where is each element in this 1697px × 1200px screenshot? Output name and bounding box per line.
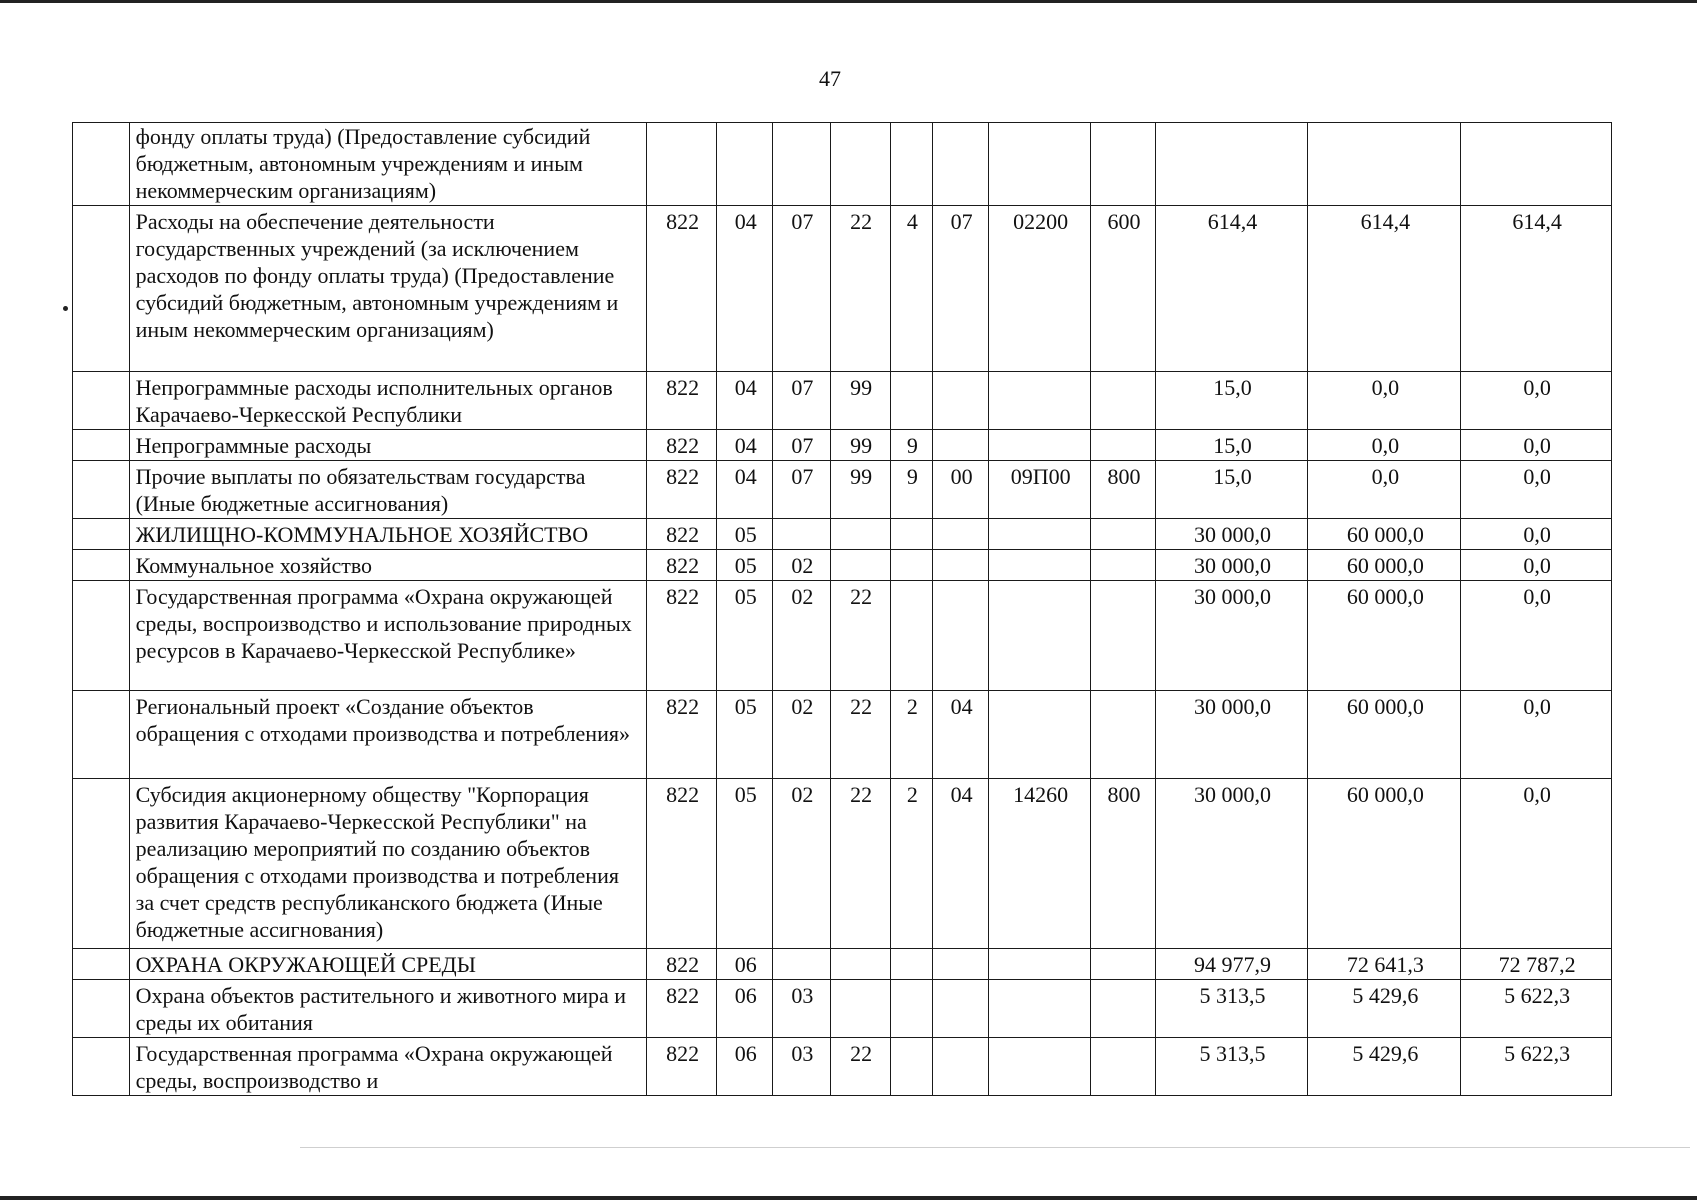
amount-cell-year-3: 5 622,3 bbox=[1461, 980, 1612, 1038]
code-cell-3: 02 bbox=[773, 550, 831, 581]
amount-cell-year-2: 5 429,6 bbox=[1308, 1038, 1461, 1096]
code-cell-6: 04 bbox=[933, 691, 989, 779]
item-name-cell: Государственная программа «Охрана окружающей среды, воспроизводство и использование природных ресурсов в Карачаево-Черкесской Республике» bbox=[129, 581, 646, 691]
item-name-cell: Коммунальное хозяйство bbox=[129, 550, 646, 581]
code-cell-5 bbox=[890, 519, 933, 550]
row-number-cell bbox=[73, 519, 130, 550]
code-cell-1: 822 bbox=[646, 550, 717, 581]
code-cell-2: 04 bbox=[717, 461, 773, 519]
amount-cell-year-3: 72 787,2 bbox=[1461, 949, 1612, 980]
code-cell-2: 05 bbox=[717, 550, 773, 581]
code-cell-6 bbox=[933, 372, 989, 430]
code-cell-6: 00 bbox=[933, 461, 989, 519]
row-number-cell bbox=[73, 980, 130, 1038]
table-row bbox=[73, 123, 1612, 206]
amount-cell-year-2: 5 429,6 bbox=[1308, 980, 1461, 1038]
code-cell-3: 02 bbox=[773, 779, 831, 949]
amount-cell-year-3: 0,0 bbox=[1461, 691, 1612, 779]
code-cell-7 bbox=[988, 372, 1091, 430]
code-cell-3: 07 bbox=[773, 206, 831, 372]
code-cell-8: 800 bbox=[1091, 461, 1155, 519]
margin-dot bbox=[63, 306, 68, 311]
code-cell-6 bbox=[933, 123, 989, 206]
code-cell-1: 822 bbox=[646, 779, 717, 949]
code-cell-2: 04 bbox=[717, 430, 773, 461]
code-cell-8 bbox=[1091, 372, 1155, 430]
table-row bbox=[73, 691, 1612, 779]
code-cell-3: 07 bbox=[773, 461, 831, 519]
code-cell-2: 06 bbox=[717, 949, 773, 980]
row-number-cell bbox=[73, 949, 130, 980]
page-number: 47 bbox=[819, 66, 841, 91]
code-cell-5 bbox=[890, 372, 933, 430]
code-cell-2: 05 bbox=[717, 691, 773, 779]
table-row bbox=[73, 206, 1612, 372]
code-cell-4: 22 bbox=[830, 779, 890, 949]
amount-cell-year-2: 60 000,0 bbox=[1308, 581, 1461, 691]
code-cell-5 bbox=[890, 1038, 933, 1096]
code-cell-6 bbox=[933, 949, 989, 980]
code-cell-3: 03 bbox=[773, 980, 831, 1038]
table-row bbox=[73, 519, 1612, 550]
code-cell-5 bbox=[890, 980, 933, 1038]
code-cell-4 bbox=[830, 980, 890, 1038]
code-cell-4: 22 bbox=[830, 206, 890, 372]
code-cell-7 bbox=[988, 980, 1091, 1038]
code-cell-3: 03 bbox=[773, 1038, 831, 1096]
row-number-cell bbox=[73, 779, 130, 949]
code-cell-5 bbox=[890, 123, 933, 206]
amount-cell-year-3: 0,0 bbox=[1461, 461, 1612, 519]
code-cell-1: 822 bbox=[646, 519, 717, 550]
code-cell-2 bbox=[717, 123, 773, 206]
amount-cell-year-3: 0,0 bbox=[1461, 550, 1612, 581]
item-name-cell: Расходы на обеспечение деятельности государственных учреждений (за исключением расходов по фонду оплаты труда) (Предоставление субсидий бюджетным, автономным учреждениям и иным некоммерческим организациям) bbox=[129, 206, 646, 372]
item-name-cell: Прочие выплаты по обязательствам государства (Иные бюджетные ассигнования) bbox=[129, 461, 646, 519]
table-row bbox=[73, 461, 1612, 519]
code-cell-2: 05 bbox=[717, 779, 773, 949]
code-cell-1: 822 bbox=[646, 980, 717, 1038]
code-cell-1: 822 bbox=[646, 206, 717, 372]
code-cell-1: 822 bbox=[646, 691, 717, 779]
code-cell-8 bbox=[1091, 123, 1155, 206]
code-cell-7 bbox=[988, 691, 1091, 779]
amount-cell-year-2: 60 000,0 bbox=[1308, 779, 1461, 949]
code-cell-4: 22 bbox=[830, 581, 890, 691]
amount-cell-year-1: 614,4 bbox=[1155, 206, 1308, 372]
amount-cell-year-3 bbox=[1461, 123, 1612, 206]
budget-table bbox=[72, 122, 1612, 1096]
item-name-cell: Субсидия акционерному обществу "Корпорация развития Карачаево-Черкесской Республики" на реализацию мероприятий по созданию объектов обращения с отходами производства и потребления за счет средств республиканского бюджета (Иные бюджетные ассигнования) bbox=[129, 779, 646, 949]
code-cell-6 bbox=[933, 550, 989, 581]
code-cell-1: 822 bbox=[646, 430, 717, 461]
item-name-cell: Государственная программа «Охрана окружающей среды, воспроизводство и bbox=[129, 1038, 646, 1096]
table-row bbox=[73, 581, 1612, 691]
code-cell-8: 800 bbox=[1091, 779, 1155, 949]
row-number-cell bbox=[73, 206, 130, 372]
code-cell-4 bbox=[830, 519, 890, 550]
code-cell-5: 4 bbox=[890, 206, 933, 372]
item-name-cell: Непрограммные расходы исполнительных органов Карачаево-Черкесской Республики bbox=[129, 372, 646, 430]
row-number-cell bbox=[73, 461, 130, 519]
code-cell-7 bbox=[988, 949, 1091, 980]
code-cell-6 bbox=[933, 1038, 989, 1096]
amount-cell-year-1: 30 000,0 bbox=[1155, 519, 1308, 550]
code-cell-7: 02200 bbox=[988, 206, 1091, 372]
top-border-line bbox=[0, 0, 1697, 3]
scan-artifact-line bbox=[300, 1147, 1690, 1148]
item-name-cell: ЖИЛИЩНО-КОММУНАЛЬНОЕ ХОЗЯЙСТВО bbox=[129, 519, 646, 550]
amount-cell-year-1: 30 000,0 bbox=[1155, 779, 1308, 949]
code-cell-5 bbox=[890, 949, 933, 980]
code-cell-7: 09П00 bbox=[988, 461, 1091, 519]
code-cell-3 bbox=[773, 123, 831, 206]
amount-cell-year-2 bbox=[1308, 123, 1461, 206]
table-row bbox=[73, 779, 1612, 949]
code-cell-5 bbox=[890, 581, 933, 691]
code-cell-7 bbox=[988, 430, 1091, 461]
amount-cell-year-2: 60 000,0 bbox=[1308, 519, 1461, 550]
code-cell-2: 04 bbox=[717, 206, 773, 372]
amount-cell-year-1: 15,0 bbox=[1155, 461, 1308, 519]
code-cell-3: 02 bbox=[773, 691, 831, 779]
code-cell-1 bbox=[646, 123, 717, 206]
code-cell-4: 99 bbox=[830, 461, 890, 519]
code-cell-8 bbox=[1091, 949, 1155, 980]
code-cell-1: 822 bbox=[646, 372, 717, 430]
code-cell-6 bbox=[933, 581, 989, 691]
amount-cell-year-1: 15,0 bbox=[1155, 430, 1308, 461]
code-cell-7 bbox=[988, 550, 1091, 581]
code-cell-5: 9 bbox=[890, 461, 933, 519]
code-cell-6 bbox=[933, 519, 989, 550]
item-name-cell: Непрограммные расходы bbox=[129, 430, 646, 461]
code-cell-6 bbox=[933, 430, 989, 461]
code-cell-3: 07 bbox=[773, 430, 831, 461]
row-number-cell bbox=[73, 123, 130, 206]
code-cell-4 bbox=[830, 949, 890, 980]
amount-cell-year-2: 72 641,3 bbox=[1308, 949, 1461, 980]
row-number-cell bbox=[73, 430, 130, 461]
amount-cell-year-1: 15,0 bbox=[1155, 372, 1308, 430]
amount-cell-year-1: 94 977,9 bbox=[1155, 949, 1308, 980]
amount-cell-year-3: 0,0 bbox=[1461, 779, 1612, 949]
item-name-cell: Охрана объектов растительного и животного мира и среды их обитания bbox=[129, 980, 646, 1038]
table-row bbox=[73, 372, 1612, 430]
amount-cell-year-3: 0,0 bbox=[1461, 581, 1612, 691]
code-cell-5 bbox=[890, 550, 933, 581]
amount-cell-year-1: 30 000,0 bbox=[1155, 581, 1308, 691]
code-cell-2: 04 bbox=[717, 372, 773, 430]
code-cell-3 bbox=[773, 519, 831, 550]
code-cell-6 bbox=[933, 980, 989, 1038]
row-number-cell bbox=[73, 581, 130, 691]
amount-cell-year-2: 614,4 bbox=[1308, 206, 1461, 372]
table-row bbox=[73, 430, 1612, 461]
amount-cell-year-3: 0,0 bbox=[1461, 430, 1612, 461]
code-cell-8 bbox=[1091, 519, 1155, 550]
code-cell-8 bbox=[1091, 430, 1155, 461]
amount-cell-year-1: 30 000,0 bbox=[1155, 691, 1308, 779]
code-cell-1: 822 bbox=[646, 1038, 717, 1096]
code-cell-2: 05 bbox=[717, 519, 773, 550]
row-number-cell bbox=[73, 550, 130, 581]
code-cell-4: 99 bbox=[830, 430, 890, 461]
row-number-cell bbox=[73, 691, 130, 779]
amount-cell-year-3: 0,0 bbox=[1461, 519, 1612, 550]
table-row bbox=[73, 550, 1612, 581]
code-cell-8: 600 bbox=[1091, 206, 1155, 372]
code-cell-8 bbox=[1091, 980, 1155, 1038]
amount-cell-year-1: 5 313,5 bbox=[1155, 1038, 1308, 1096]
code-cell-3: 02 bbox=[773, 581, 831, 691]
code-cell-1: 822 bbox=[646, 949, 717, 980]
code-cell-8 bbox=[1091, 550, 1155, 581]
code-cell-4 bbox=[830, 123, 890, 206]
amount-cell-year-3: 0,0 bbox=[1461, 372, 1612, 430]
code-cell-4: 99 bbox=[830, 372, 890, 430]
amount-cell-year-2: 0,0 bbox=[1308, 461, 1461, 519]
code-cell-7 bbox=[988, 123, 1091, 206]
code-cell-6: 04 bbox=[933, 779, 989, 949]
amount-cell-year-1 bbox=[1155, 123, 1308, 206]
code-cell-7 bbox=[988, 1038, 1091, 1096]
code-cell-1: 822 bbox=[646, 581, 717, 691]
code-cell-5: 9 bbox=[890, 430, 933, 461]
item-name-cell: фонду оплаты труда) (Предоставление субсидий бюджетным, автономным учреждениям и иным некоммерческим организациям) bbox=[129, 123, 646, 206]
code-cell-8 bbox=[1091, 581, 1155, 691]
item-name-cell: Региональный проект «Создание объектов обращения с отходами производства и потребления» bbox=[129, 691, 646, 779]
code-cell-8 bbox=[1091, 1038, 1155, 1096]
amount-cell-year-2: 0,0 bbox=[1308, 372, 1461, 430]
table-row bbox=[73, 980, 1612, 1038]
amount-cell-year-3: 5 622,3 bbox=[1461, 1038, 1612, 1096]
code-cell-8 bbox=[1091, 691, 1155, 779]
code-cell-5: 2 bbox=[890, 779, 933, 949]
table-row bbox=[73, 1038, 1612, 1096]
table-row bbox=[73, 949, 1612, 980]
code-cell-3 bbox=[773, 949, 831, 980]
amount-cell-year-2: 60 000,0 bbox=[1308, 550, 1461, 581]
item-name-cell: ОХРАНА ОКРУЖАЮЩЕЙ СРЕДЫ bbox=[129, 949, 646, 980]
code-cell-3: 07 bbox=[773, 372, 831, 430]
amount-cell-year-1: 5 313,5 bbox=[1155, 980, 1308, 1038]
code-cell-1: 822 bbox=[646, 461, 717, 519]
code-cell-2: 06 bbox=[717, 1038, 773, 1096]
code-cell-5: 2 bbox=[890, 691, 933, 779]
amount-cell-year-2: 60 000,0 bbox=[1308, 691, 1461, 779]
code-cell-4: 22 bbox=[830, 691, 890, 779]
bottom-border-line bbox=[0, 1196, 1697, 1200]
code-cell-7 bbox=[988, 519, 1091, 550]
amount-cell-year-1: 30 000,0 bbox=[1155, 550, 1308, 581]
code-cell-4 bbox=[830, 550, 890, 581]
amount-cell-year-3: 614,4 bbox=[1461, 206, 1612, 372]
code-cell-4: 22 bbox=[830, 1038, 890, 1096]
row-number-cell bbox=[73, 372, 130, 430]
code-cell-2: 06 bbox=[717, 980, 773, 1038]
code-cell-6: 07 bbox=[933, 206, 989, 372]
amount-cell-year-2: 0,0 bbox=[1308, 430, 1461, 461]
code-cell-2: 05 bbox=[717, 581, 773, 691]
code-cell-7 bbox=[988, 581, 1091, 691]
row-number-cell bbox=[73, 1038, 130, 1096]
code-cell-7: 14260 bbox=[988, 779, 1091, 949]
